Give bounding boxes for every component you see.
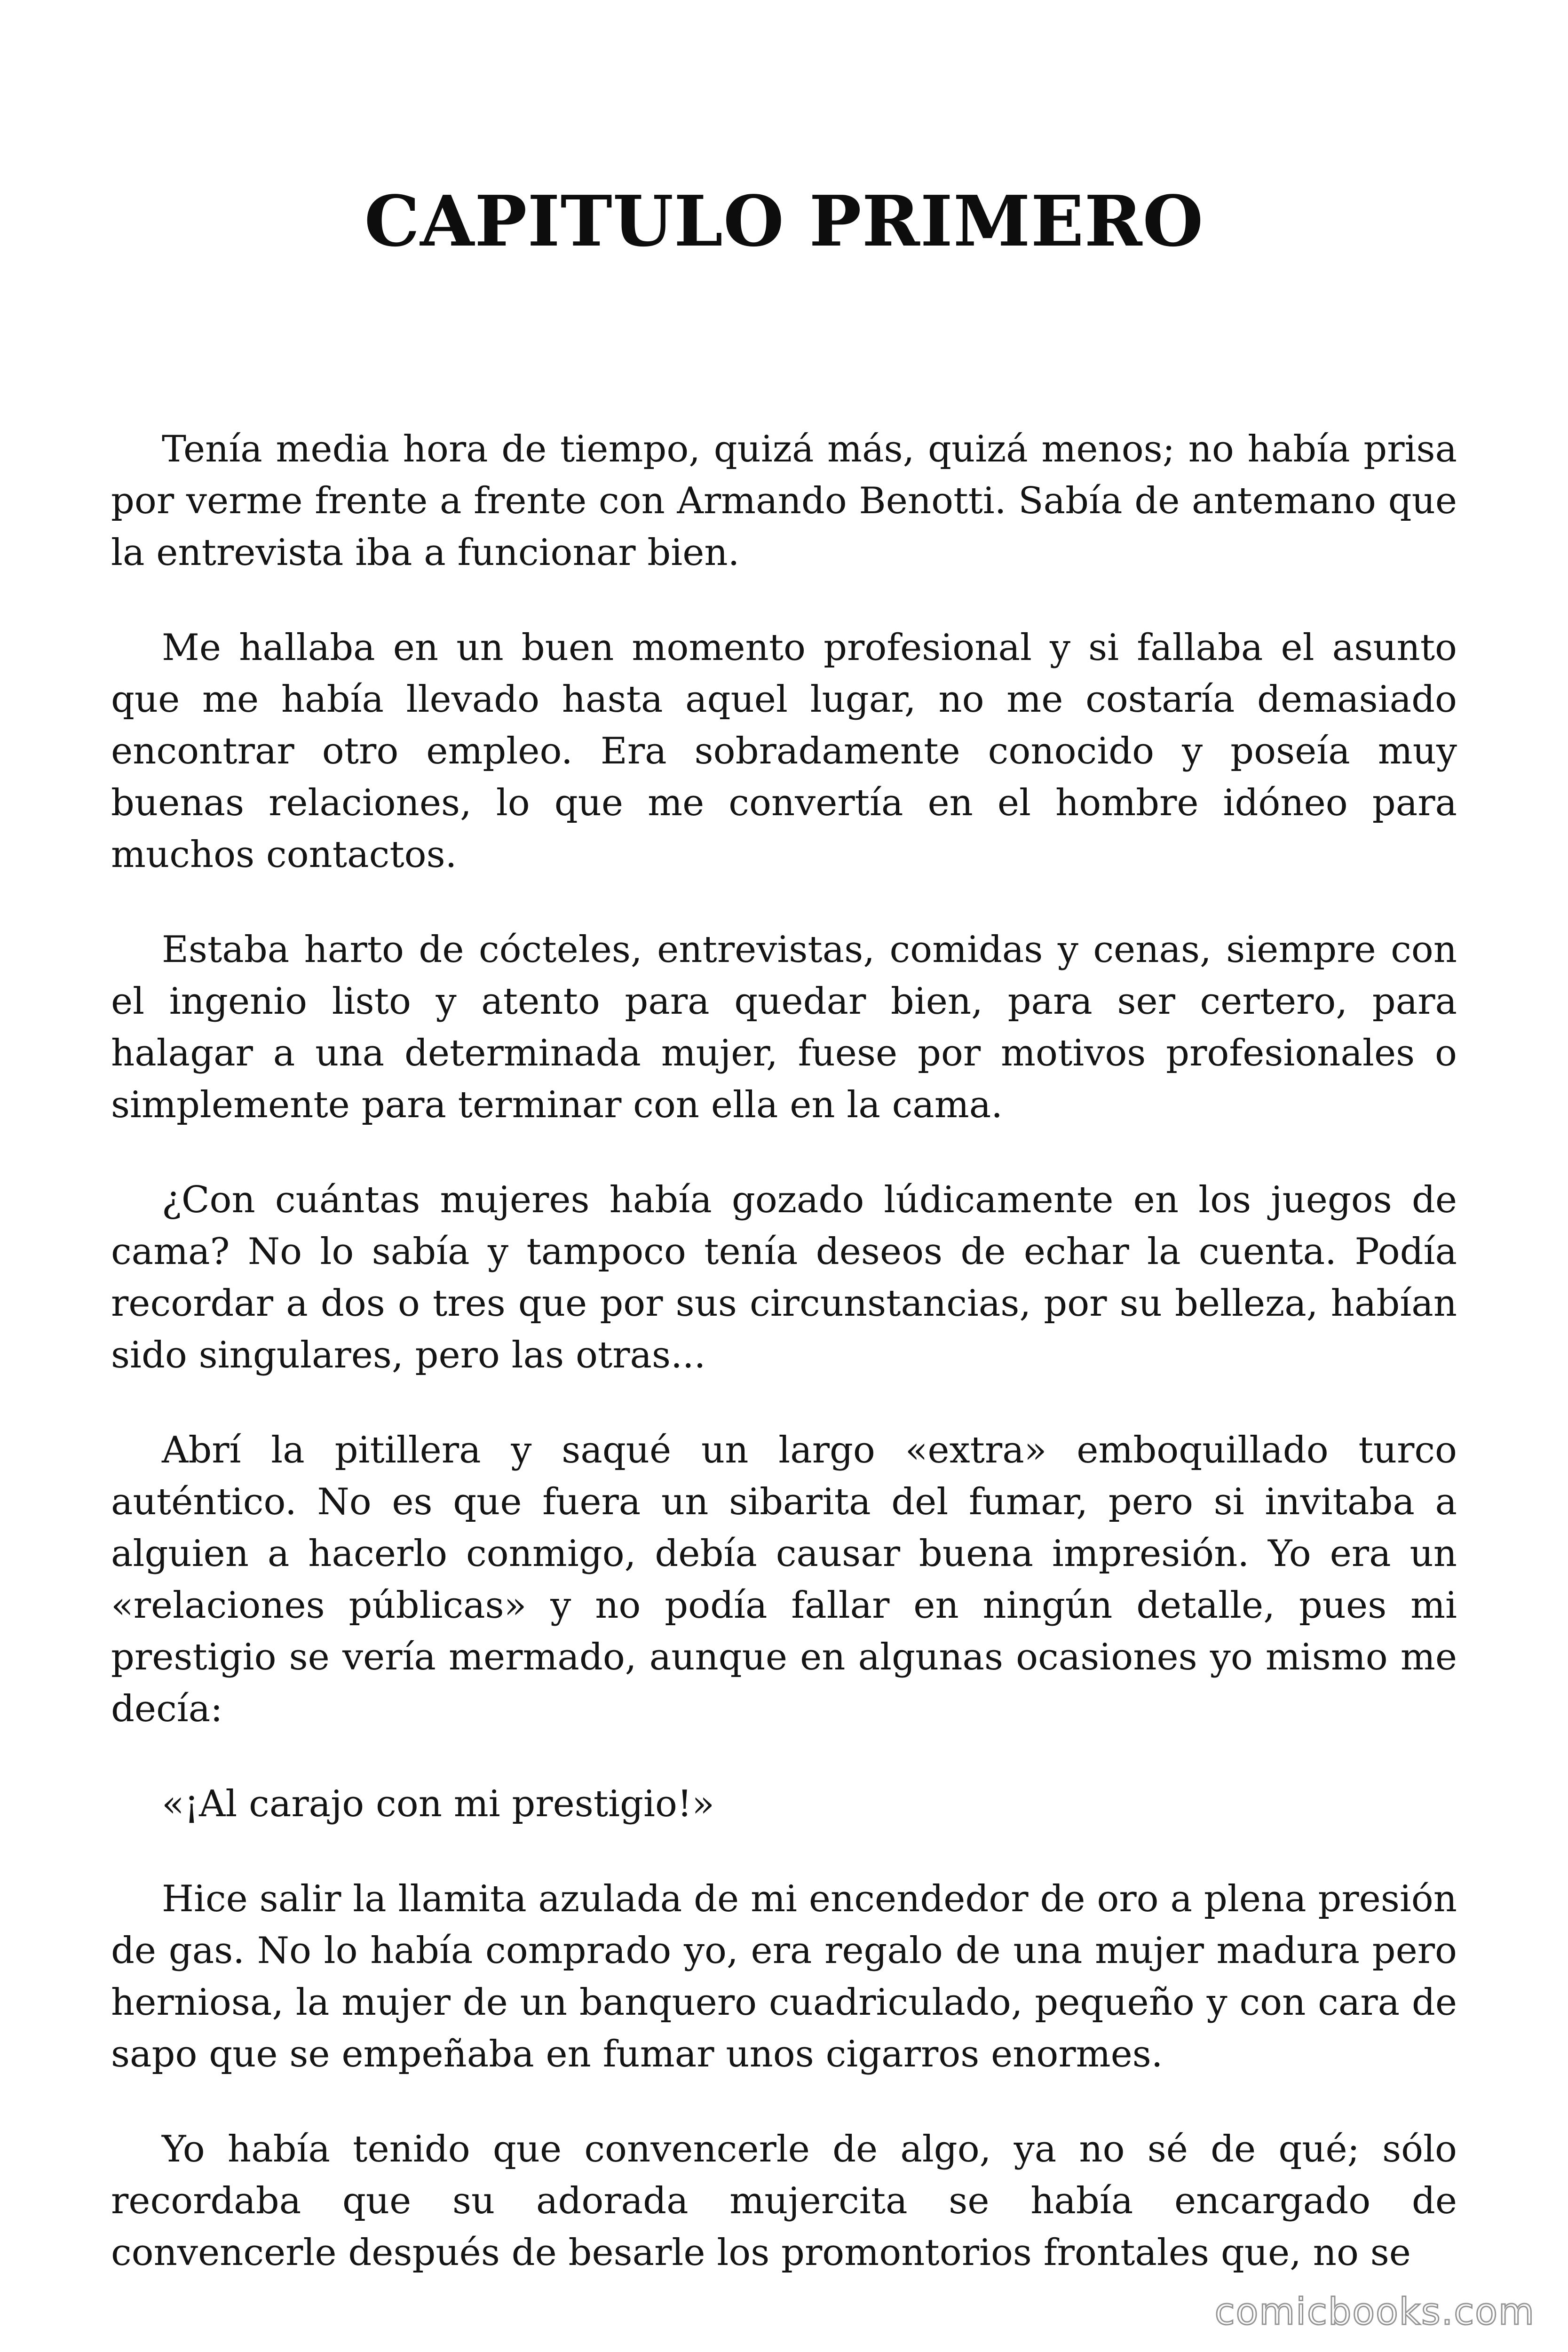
paragraph-2: Me hallaba en un buen momento profesional y si fallaba el asunto que me había llevado hasta aquel lugar, no me costaría demasiado encontrar otro empleo. Era sobradamente conocido y poseía muy buenas relaciones, lo que me convertía en el hombre idóneo para muchos contactos. xyxy=(111,627,1457,876)
paragraph-3: Estaba harto de cócteles, entrevistas, comidas y cenas, siempre con el ingenio listo y atento para quedar bien, para ser certero, para halagar a una determinada mujer, fuese por motivos profesionales o simplemente para terminar con ella en la cama. xyxy=(111,929,1457,1126)
paragraph-6: «¡Al carajo con mi prestigio!» xyxy=(162,1783,715,1825)
paragraph-7: Hice salir la llamita azulada de mi encendedor de oro a plena presión de gas. No lo había comprado yo, era regalo de una mujer madura pero herniosa, la mujer de un banquero cuadriculado, pequeño y con cara de sapo que se empeñaba en fumar unos cigarros enormes. xyxy=(111,1878,1457,2075)
watermark: comicbooks.com xyxy=(1214,2291,1535,2333)
paragraph-4: ¿Con cuántas mujeres había gozado lúdicamente en los juegos de cama? No lo sabía y tampoco tenía deseos de echar la cuenta. Podía recordar a dos o tres que por sus circunstancias, por su belleza, habían sido singulares, pero las otras... xyxy=(111,1179,1457,1376)
paragraph-1: Tenía media hora de tiempo, quizá más, quizá menos; no había prisa por verme frente a frente con Armando Benotti. Sabía de antemano que la entrevista iba a funcionar bien. xyxy=(111,428,1457,574)
paragraph-5: Abrí la pitillera y saqué un largo «extra» emboquillado turco auténtico. No es que fuera un sibarita del fumar, pero si invitaba a alguien a hacerlo conmigo, debía causar buena impresión. Yo era un «relaciones públicas» y no podía fallar en ningún detalle, pues mi prestigio se vería mermado, aunque en algunas ocasiones yo mismo me decía: xyxy=(111,1429,1457,1730)
paragraph-8: Yo había tenido que convencerle de algo, ya no sé de qué; sólo recordaba que su adorada mujercita se había encargado de convencerle después de besarle los promontorios frontales que, no se xyxy=(111,2128,1457,2274)
chapter-title: CAPITULO PRIMERO xyxy=(364,180,1204,262)
body-text xyxy=(111,423,1457,2322)
